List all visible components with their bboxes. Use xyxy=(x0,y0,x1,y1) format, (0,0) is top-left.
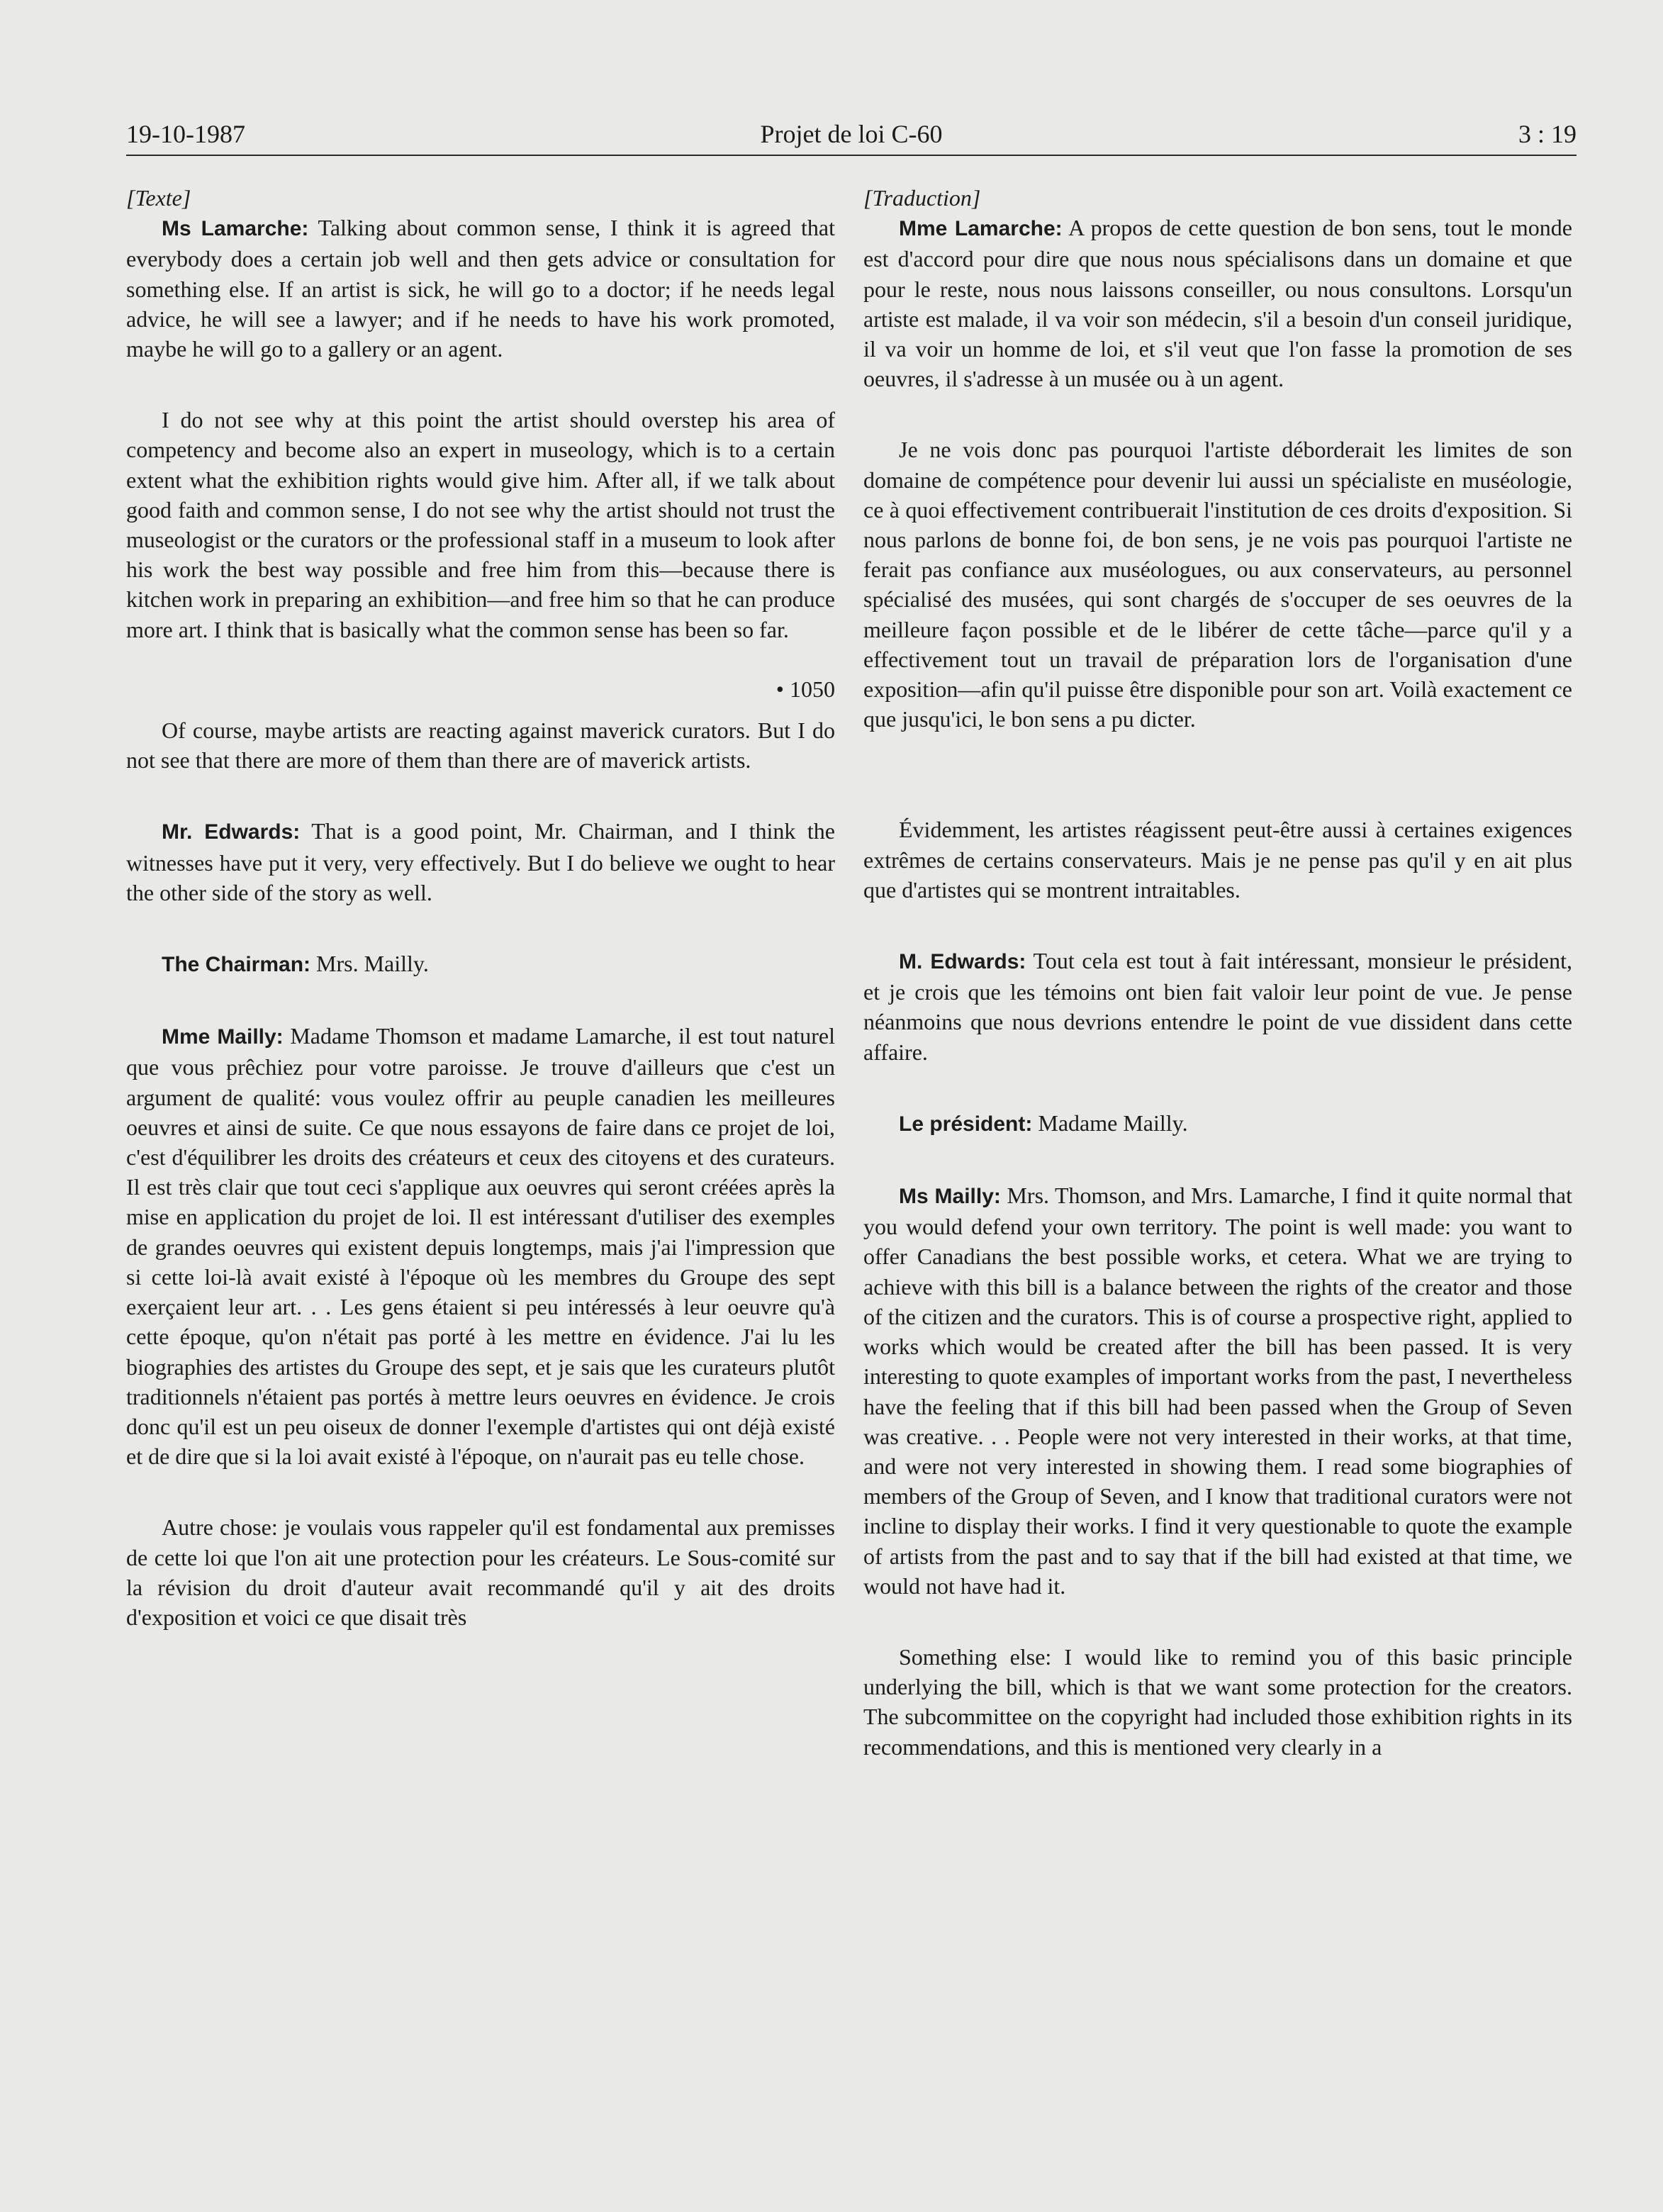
speaker-name: Ms Lamarche: xyxy=(162,217,309,241)
right-column-french xyxy=(863,183,1572,1762)
paragraph-text: Mrs. Mailly. xyxy=(316,951,429,977)
page-header xyxy=(126,119,1577,156)
paragraph xyxy=(863,1180,1572,1601)
paragraph-text: Tout cela est tout à fait intéressant, monsieur le président, et je crois que les témoins ont bien fait valoir leur point de vue. Je pense néanmoins que nous devrions entendre le point de vue dissident dans cette affaire. xyxy=(863,948,1572,1065)
header-date: 19-10-1987 xyxy=(126,120,245,148)
speaker-name: Mme Mailly: xyxy=(162,1025,284,1049)
speaker-name: Le président: xyxy=(899,1112,1033,1136)
paragraph xyxy=(863,213,1572,393)
speaker-name: Ms Mailly: xyxy=(899,1185,1001,1209)
paragraph-text: Talking about common sense, I think it is agreed that everybody does a certain job well and then gets advice or consultation for something else. If an artist is sick, he will go to a doctor; if he needs legal advice, he will see a lawyer; and if he needs to have his work promoted, maybe he will go to a gallery or an agent. xyxy=(126,215,835,362)
paragraph: Évidemment, les artistes réagissent peut-être aussi à certaines exigences extrêmes de certains conservateurs. Mais je ne pense pas qu'il y en ait plus que d'artistes qui se montrent intraitables. xyxy=(863,817,1572,903)
paragraph-text: Mrs. Thomson, and Mrs. Lamarche, I find it quite normal that you would defend your own territory. The point is well made: you want to offer Canadians the best possible works, et cetera. What we are trying to achieve with this bill is a balance between the rights of the creator and those of the citizen and the curators. This is of course a prospective right, applied to works which would be created after the bill has been passed. It is very interesting to quote examples of important works from the past, I nevertheless have the feeling that if this bill had been passed when the Group of Seven was creative. . . People were not very interested in their works, at that time, and were not very interested in showing them. I read some biographies of members of the Group of Seven, and I know that traditional curators were not incline to display their works. I find it very questionable to quote the example of artists from the past and to say that if the bill had existed at that time, we would not have had it. xyxy=(863,1183,1572,1599)
paragraph xyxy=(126,213,835,364)
paragraph xyxy=(863,1108,1572,1139)
header-page-number: 3 : 19 xyxy=(1518,120,1577,148)
paragraph: Of course, maybe artists are reacting against maverick curators. But I do not see that there are more of them than there are of maverick artists. xyxy=(126,717,835,773)
section-tag: [Texte] xyxy=(126,185,191,211)
speaker-name: Mme Lamarche: xyxy=(899,217,1063,241)
paragraph: I do not see why at this point the artist should overstep his area of competency and become also an expert in museology, which is to a certain extent what the exhibition rights would give him. After all, if we talk about good faith and common sense, I do not see why the artist should not trust the museologist or the curators or the professional staff in a museum to look after his work the best way possible and free him from this—because there is kitchen work in preparing an exhibition—and free him so that he can produce more art. I think that is basically what the common sense has been so far. xyxy=(126,407,835,642)
paragraph-text: A propos de cette question de bon sens, tout le monde est d'accord pour dire que nous nous spécialisons dans un domaine et que pour le reste, nous nous laissons conseiller, ou nous consultons. Lorsqu'un artiste est malade, il va voir son médecin, s'il a besoin d'un conseil juridique, il va voir un homme de loi, et s'il veut que l'on fasse la promotion de ses oeuvres, il s'adresse à un musée ou à un agent. xyxy=(863,215,1573,392)
time-marker: • 1050 xyxy=(775,676,835,702)
paragraph xyxy=(126,1021,835,1471)
speaker-name: Mr. Edwards: xyxy=(162,820,301,844)
section-tag: [Traduction] xyxy=(863,185,981,211)
speaker-name: The Chairman: xyxy=(162,953,311,977)
paragraph xyxy=(126,949,835,980)
paragraph-text: Madame Mailly. xyxy=(1038,1110,1188,1136)
paragraph: Something else: I would like to remind you of this basic principle underlying the bill, which is that we want some protection for the creators. The subcommittee on the copyright had included those exhibition rights in its recommendations, and this is mentioned very clearly in a xyxy=(863,1643,1572,1760)
paragraph xyxy=(863,946,1572,1067)
paragraph: Je ne vois donc pas pourquoi l'artiste déborderait les limites de son domaine de compétence pour devenir lui aussi un spécialiste en muséologie, ce à quoi effectivement contribuerait l'institution de ces droits d'exposition. Si nous parlons de bonne foi, de bon sens, je ne vois pas pourquoi l'artiste ne ferait pas confiance aux muséologues, ou aux conservateurs, au personnel spécialisé des musées, qui sont chargés de s'occuper de ses oeuvres de la meilleure façon possible et de le libérer de cette tâche—parce qu'il y a effectivement tout un travail de préparation lors de l'organisation d'une exposition—afin qu'il puisse être disponible pour son art. Voilà exactement ce que jusqu'ici, le bon sens a pu dicter. xyxy=(863,437,1572,732)
paragraph-text: Madame Thomson et madame Lamarche, il est tout naturel que vous prêchiez pour votre paroisse. Je trouve d'ailleurs que c'est un argument de qualité: vous voulez offrir au peuple canadien les meilleures oeuvres et ainsi de suite. Ce que nous essayons de faire dans ce projet de loi, c'est d'équilibrer les droits des créateurs et ceux des citoyens et des curateurs. Il est très clair que tout ceci s'applique aux oeuvres qui seront créées après la mise en application du projet de loi. Il est intéressant d'utiliser des exemples de grandes oeuvres qui existent depuis longtemps, mais j'ai l'impression que si cette loi-là avait existé à l'époque où les membres du Groupe des sept exerçaient leur art. . . Les gens étaient si peu intéressés à leur oeuvre qu'à cette époque, qu'on n'était pas porté à les mettre en évidence. J'ai lu les biographies des artistes du Groupe des sept, et je sais que les curateurs plutôt traditionnels n'étaient pas portés à mettre leurs oeuvres en évidence. Je crois donc qu'il est un peu oiseux de donner l'exemple d'artistes qui ont déjà existé et de dire que si la loi avait existé à l'époque, on n'aurait pas eu telle chose. xyxy=(126,1023,836,1470)
paragraph: Autre chose: je voulais vous rappeler qu'il est fondamental aux premisses de cette loi que l'on ait une protection pour les créateurs. Le Sous-comité sur la révision du droit d'auteur avait recommandé qu'il y ait des droits d'exposition et voici ce que disait très xyxy=(126,1514,835,1630)
paragraph-text: That is a good point, Mr. Chairman, and I think the witnesses have put it very, very effectively. But I do believe we ought to hear the other side of the story as well. xyxy=(126,818,836,905)
header-title: Projet de loi C-60 xyxy=(760,120,943,148)
paragraph xyxy=(126,816,835,907)
speaker-name: M. Edwards: xyxy=(899,950,1026,974)
left-column-english xyxy=(126,183,835,1632)
